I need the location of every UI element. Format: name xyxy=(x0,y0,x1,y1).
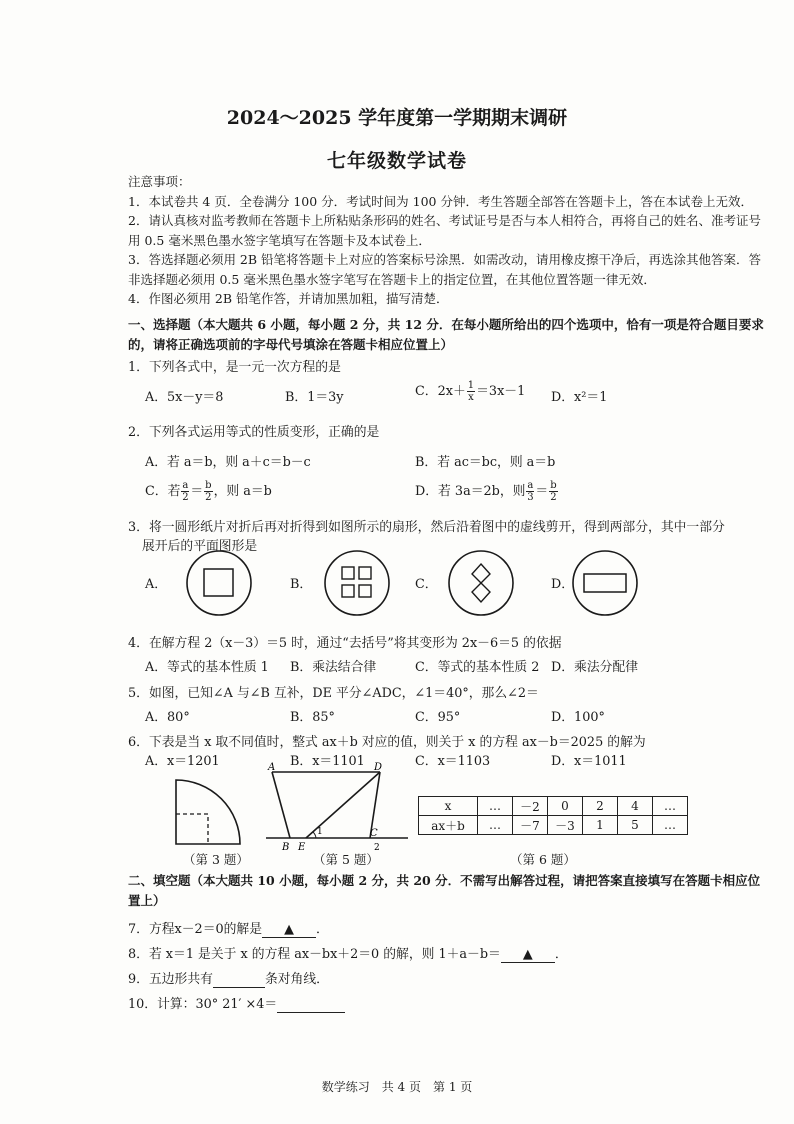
q2-c-frac2 xyxy=(204,480,212,503)
fig5-trapezoid xyxy=(262,762,412,856)
q2-d-frac2 xyxy=(549,480,557,503)
notes-heading: 注意事项： xyxy=(128,174,191,189)
q3-option-d: D． xyxy=(551,577,575,592)
q9-end: 条对角线． xyxy=(264,972,329,987)
q7 xyxy=(128,918,329,938)
q2-c-n2: b xyxy=(205,480,212,491)
table-cell: … xyxy=(653,816,688,835)
q3-option-c-figure xyxy=(446,548,516,618)
q5-option-a: A．80° xyxy=(145,710,190,725)
q3-stem-line2: 展开后的平面图形是 xyxy=(142,539,258,554)
q4-option-d: D．乘法分配律 xyxy=(551,660,639,675)
q2-stem: 2．下列各式运用等式的性质变形，正确的是 xyxy=(128,425,380,440)
section2-heading: 二、填空题（本大题共 10 小题，每小题 2 分，共 20 分．不需写出解答过程，请把答案直接填写在答题卡相应位置上） xyxy=(128,873,761,908)
q7-end: ． xyxy=(316,922,329,937)
exam-subtitle: 七年级数学试卷 xyxy=(326,150,467,172)
table-cell: … xyxy=(478,816,513,835)
q2-option-b: B．若 ac＝bc，则 a＝b xyxy=(415,455,556,470)
note-item-4: 4．作图必须用 2B 铅笔作答，并请加黑加粗，描写清楚． xyxy=(128,291,449,306)
table-cell: －7 xyxy=(513,816,548,835)
table-cell: 1 xyxy=(583,816,618,835)
fig5-label-1: 1 xyxy=(317,827,323,837)
q2-c-frac1 xyxy=(181,480,189,503)
table-cell: ax＋b xyxy=(419,816,478,835)
notes-block xyxy=(128,172,768,309)
q5-option-d: D．100° xyxy=(551,710,605,725)
q4-stem: 4．在解方程 2（x－3）＝5 时，通过“去括号”将其变形为 2x－6＝5 的依据 xyxy=(128,636,562,651)
q2-d-pre: D．若 3a＝2b，则 xyxy=(415,484,526,499)
table-cell: －3 xyxy=(548,816,583,835)
q1-c-post: ＝3x－1 xyxy=(476,384,526,399)
fig3-sector xyxy=(168,774,258,850)
q2-c-d2: 2 xyxy=(205,492,212,503)
q6-option-b: B．x＝1101 xyxy=(290,754,365,769)
fig6-caption: （第 6 题） xyxy=(510,852,576,867)
q4-option-b: B．乘法结合律 xyxy=(290,660,377,675)
q2-d-frac1 xyxy=(526,480,534,503)
q3-option-c: C． xyxy=(415,577,438,592)
table-cell: 2 xyxy=(583,797,618,816)
q2-d-n2: b xyxy=(550,480,557,491)
q2-d-d1: 3 xyxy=(527,492,534,503)
q4-option-a: A．等式的基本性质 1 xyxy=(145,660,269,675)
q1-option-b: B．1＝3y xyxy=(285,390,344,405)
q1-c-pre: C．2x＋ xyxy=(415,384,466,399)
q2-d-eq: ＝ xyxy=(535,484,549,499)
table-row xyxy=(419,816,688,835)
q6-option-a: A．x＝1201 xyxy=(145,754,220,769)
fig5-label-c: C xyxy=(370,828,378,839)
q3-stem-line1: 3．将一圆形纸片对折后再对折得到如图所示的扇形，然后沿着图中的虚线剪开，得到两部分，其中一部分 xyxy=(128,520,725,535)
q8 xyxy=(128,943,568,963)
table-row xyxy=(419,797,688,816)
q5-option-b: B．85° xyxy=(290,710,335,725)
q1-option-c xyxy=(415,380,525,403)
q2-option-c xyxy=(145,480,272,503)
q8-text: 8．若 x＝1 是关于 x 的方程 ax－bx＋2＝0 的解，则 1＋a－b＝ xyxy=(128,947,501,962)
q2-option-d xyxy=(415,480,559,503)
fig5-label-a: A xyxy=(268,762,276,773)
q9 xyxy=(128,968,329,988)
q3-option-b-figure xyxy=(322,548,392,618)
q2-c-d1: 2 xyxy=(182,492,189,503)
q10-text: 10．计算：30° 21′ ×4＝ xyxy=(128,997,278,1012)
fig3-caption: （第 3 题） xyxy=(183,852,249,867)
q7-text: 7．方程x－2＝0的解是 xyxy=(128,922,263,937)
fig5-label-2: 2 xyxy=(374,843,380,853)
q2-c-eq: ＝ xyxy=(190,484,204,499)
q9-answer-blank xyxy=(213,972,265,988)
q2-d-n1: a xyxy=(527,480,534,491)
table-cell: 4 xyxy=(618,797,653,816)
note-item-1: 1．本试卷共 4 页．全卷满分 100 分．考试时间为 100 分钟．考生答题全部答在答题卡上，答在本试卷上无效． xyxy=(128,193,753,209)
fig5-label-d: D xyxy=(374,762,383,773)
q1-c-num: 1 xyxy=(467,380,475,391)
q2-d-d2: 2 xyxy=(550,492,557,503)
q6-option-c: C．x＝1103 xyxy=(415,754,491,769)
q4-option-c: C．等式的基本性质 2 xyxy=(415,660,540,675)
table-cell: －2 xyxy=(513,797,548,816)
q8-end: ． xyxy=(554,947,568,962)
fig5-label-e: E xyxy=(298,842,306,853)
table-cell: 5 xyxy=(618,816,653,835)
q3-option-b: B． xyxy=(290,577,313,592)
exam-title: 2024～2025 学年度第一学期期末调研 xyxy=(226,107,568,129)
page-footer: 数学练习 共 4 页 第 1 页 xyxy=(321,1080,473,1094)
table-cell: x xyxy=(419,797,478,816)
q2-c-post: ，则 a＝b xyxy=(213,484,272,499)
q8-answer-blank: ▲ xyxy=(501,947,555,963)
table-cell: … xyxy=(653,797,688,816)
section1-heading: 一、选择题（本大题共 6 小题，每小题 2 分，共 12 分．在每小题所给出的四个选项中，恰有一项是符合题目要求的，请将正确选项前的字母代号填涂在答题卡相应位置上） xyxy=(128,317,764,352)
q1-option-d: D．x²＝1 xyxy=(551,390,608,405)
q10-answer-blank xyxy=(277,997,345,1013)
q2-c-n1: a xyxy=(182,480,189,491)
fig6-table xyxy=(418,796,688,835)
q6-stem: 6．下表是当 x 取不同值时，整式 ax＋b 对应的值，则关于 x 的方程 ax－b＝2025 的解为 xyxy=(128,735,646,750)
table-cell: … xyxy=(478,797,513,816)
q7-answer-blank: ▲ xyxy=(262,922,316,938)
q2-c-pre: C．若 xyxy=(145,484,181,499)
q9-text: 9．五边形共有 xyxy=(128,972,213,987)
fig5-caption: （第 5 题） xyxy=(313,852,379,867)
note-item-2: 2．请认真核对监考教师在答题卡上所粘贴条形码的姓名、考试证号是否与本人相符合，再将自己的姓名、准考证号用 0.5 毫米黑色墨水签字笔填写在答题卡及本试卷上． xyxy=(128,213,761,248)
q3-option-a-figure xyxy=(184,548,254,618)
q5-option-c: C．95° xyxy=(415,710,461,725)
q6-option-d: D．x＝1011 xyxy=(551,754,627,769)
q3-option-d-figure xyxy=(570,548,640,618)
q5-stem: 5．如图，已知∠A 与∠B 互补，DE 平分∠ADC，∠1＝40°，那么∠2＝ xyxy=(128,686,539,701)
q10 xyxy=(128,993,345,1013)
q2-option-a: A．若 a＝b，则 a＋c＝b－c xyxy=(145,455,311,470)
q1-stem: 1．下列各式中，是一元一次方程的是 xyxy=(128,360,341,375)
q3-option-a: A． xyxy=(145,577,168,592)
table-cell: 0 xyxy=(548,797,583,816)
q1-option-a: A．5x－y＝8 xyxy=(145,390,224,405)
q1-c-fraction xyxy=(467,380,475,403)
fig5-label-b: B xyxy=(282,842,290,853)
note-item-3: 3．答选择题必须用 2B 铅笔将答题卡上对应的答案标号涂黑．如需改动，请用橡皮擦干净后，再选涂其他答案．答非选择题必须用 0.5 毫米黑色墨水签字笔写在答题卡上的指定位置，在其他位置答题一律无效． xyxy=(128,252,762,287)
q1-c-den: x xyxy=(468,392,474,403)
